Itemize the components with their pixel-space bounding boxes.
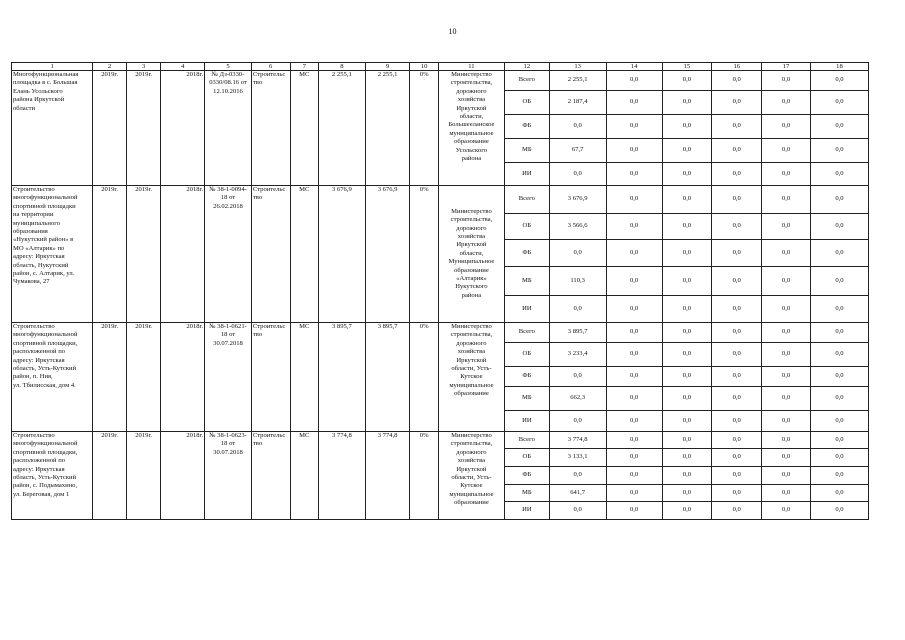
amount-cell: 0,0	[549, 467, 606, 485]
amount-cell: 0,0	[762, 214, 811, 240]
remaining-cost: 3 895,7	[365, 323, 410, 432]
amount-cell: 0,0	[606, 485, 662, 502]
amount-cell: 0,0	[810, 502, 868, 520]
doc-number: № Дз-0330- 0330/08.16 от 12.10.2016	[205, 71, 252, 186]
amount-cell: 0,0	[606, 502, 662, 520]
amount-cell: 0,0	[549, 502, 606, 520]
responsible-organization: Министерство строительства, дорожного хозяйства Иркутской области, Усть- Кутское муниципальное образование	[438, 323, 504, 432]
column-number-3: 3	[126, 63, 161, 71]
amount-cell: 0,0	[712, 267, 762, 296]
amount-cell: 3 133,1	[549, 449, 606, 467]
amount-cell: 3 774,8	[549, 432, 606, 449]
amount-cell: 0,0	[712, 163, 762, 186]
budget-source: ИИ	[504, 502, 549, 520]
amount-cell: 3 895,7	[549, 323, 606, 343]
amount-cell: 0,0	[606, 115, 662, 139]
column-number-4: 4	[161, 63, 205, 71]
amount-cell: 0,0	[712, 449, 762, 467]
amount-cell: 0,0	[810, 387, 868, 411]
amount-cell: 0,0	[662, 91, 712, 115]
budget-source: МБ	[504, 387, 549, 411]
budget-source: ОБ	[504, 343, 549, 367]
end-year: 2019г.	[126, 323, 161, 432]
amount-cell: 0,0	[712, 502, 762, 520]
amount-cell: 67,7	[549, 139, 606, 163]
amount-cell: 0,0	[712, 387, 762, 411]
amount-cell: 0,0	[712, 432, 762, 449]
amount-cell: 0,0	[810, 449, 868, 467]
total-cost: 3 895,7	[318, 323, 365, 432]
amount-cell: 0,0	[712, 115, 762, 139]
amount-cell: 0,0	[762, 449, 811, 467]
amount-cell: 0,0	[762, 467, 811, 485]
end-year: 2019г.	[126, 432, 161, 520]
amount-cell: 0,0	[662, 432, 712, 449]
column-number-6: 6	[251, 63, 290, 71]
end-year: 2019г.	[126, 186, 161, 323]
budget-source: ИИ	[504, 163, 549, 186]
amount-cell: 0,0	[662, 267, 712, 296]
doc-year: 2018г.	[161, 323, 205, 432]
column-number-10: 10	[410, 63, 438, 71]
start-year: 2019г.	[93, 323, 127, 432]
start-year: 2019г.	[93, 71, 127, 186]
column-number-15: 15	[662, 63, 712, 71]
amount-cell: 0,0	[606, 343, 662, 367]
amount-cell: 0,0	[549, 296, 606, 323]
amount-cell: 0,0	[712, 91, 762, 115]
column-number-1: 1	[12, 63, 93, 71]
column-number-17: 17	[762, 63, 811, 71]
readiness-percent: 0%	[410, 71, 438, 186]
amount-cell: 0,0	[662, 240, 712, 267]
owner-type: МС	[290, 71, 318, 186]
amount-cell: 0,0	[606, 91, 662, 115]
budget-source: МБ	[504, 267, 549, 296]
amount-cell: 0,0	[662, 186, 712, 214]
amount-cell: 0,0	[762, 502, 811, 520]
amount-cell: 0,0	[712, 467, 762, 485]
amount-cell: 0,0	[712, 240, 762, 267]
amount-cell: 0,0	[762, 387, 811, 411]
amount-cell: 0,0	[549, 240, 606, 267]
owner-type: МС	[290, 186, 318, 323]
amount-cell: 0,0	[549, 163, 606, 186]
column-number-7: 7	[290, 63, 318, 71]
amount-cell: 0,0	[810, 411, 868, 432]
doc-year: 2018г.	[161, 71, 205, 186]
amount-cell: 0,0	[606, 296, 662, 323]
work-type: Строительс тво	[251, 432, 290, 520]
doc-number: № 38-1-0621- 18 от 30.07.2018	[205, 323, 252, 432]
project-name: Строительство многофункциональной спортивной площадки, расположенной по адресу: Иркутская область, Усть-Кутский район, с. Подымахино, ул. Береговая, дом 1	[12, 432, 93, 520]
budget-source: Всего	[504, 432, 549, 449]
budget-source: ИИ	[504, 411, 549, 432]
amount-cell: 0,0	[762, 267, 811, 296]
amount-cell: 0,0	[662, 139, 712, 163]
amount-cell: 0,0	[606, 139, 662, 163]
amount-cell: 0,0	[712, 323, 762, 343]
owner-type: МС	[290, 432, 318, 520]
amount-cell: 0,0	[662, 296, 712, 323]
amount-cell: 0,0	[762, 240, 811, 267]
budget-source: МБ	[504, 139, 549, 163]
amount-cell: 0,0	[762, 139, 811, 163]
remaining-cost: 2 255,1	[365, 71, 410, 186]
amount-cell: 0,0	[762, 411, 811, 432]
amount-cell: 0,0	[810, 485, 868, 502]
budget-source: ФБ	[504, 115, 549, 139]
start-year: 2019г.	[93, 186, 127, 323]
amount-cell: 0,0	[810, 296, 868, 323]
amount-cell: 0,0	[810, 91, 868, 115]
amount-cell: 0,0	[762, 485, 811, 502]
amount-cell: 0,0	[662, 411, 712, 432]
amount-cell: 3 233,4	[549, 343, 606, 367]
table-row	[12, 71, 869, 91]
column-number-18: 18	[810, 63, 868, 71]
column-number-12: 12	[504, 63, 549, 71]
total-cost: 3 774,8	[318, 432, 365, 520]
amount-cell: 0,0	[762, 71, 811, 91]
readiness-percent: 0%	[410, 323, 438, 432]
amount-cell: 0,0	[662, 163, 712, 186]
responsible-organization: Министерство строительства, дорожного хозяйства Иркутской области, Большееланское муниципальное образование Усольского района	[438, 71, 504, 186]
column-number-5: 5	[205, 63, 252, 71]
column-number-14: 14	[606, 63, 662, 71]
amount-cell: 662,3	[549, 387, 606, 411]
amount-cell: 641,7	[549, 485, 606, 502]
page-number: 10	[448, 27, 457, 36]
amount-cell: 0,0	[662, 387, 712, 411]
amount-cell: 0,0	[606, 163, 662, 186]
amount-cell: 2 255,1	[549, 71, 606, 91]
amount-cell: 0,0	[762, 296, 811, 323]
amount-cell: 0,0	[810, 323, 868, 343]
amount-cell: 0,0	[662, 214, 712, 240]
budget-source: Всего	[504, 71, 549, 91]
amount-cell: 0,0	[712, 343, 762, 367]
amount-cell: 110,3	[549, 267, 606, 296]
amount-cell: 0,0	[762, 367, 811, 387]
amount-cell: 0,0	[762, 323, 811, 343]
budget-source: ФБ	[504, 467, 549, 485]
amount-cell: 0,0	[762, 91, 811, 115]
amount-cell: 3 566,6	[549, 214, 606, 240]
budget-source: Всего	[504, 323, 549, 343]
end-year: 2019г.	[126, 71, 161, 186]
amount-cell: 0,0	[662, 343, 712, 367]
column-number-row	[12, 63, 869, 71]
doc-year: 2018г.	[161, 432, 205, 520]
amount-cell: 0,0	[549, 115, 606, 139]
table-row	[12, 323, 869, 343]
amount-cell: 0,0	[662, 485, 712, 502]
amount-cell: 0,0	[712, 411, 762, 432]
amount-cell: 0,0	[762, 115, 811, 139]
doc-number: № 38-1-0094- 18 от 26.02.2018	[205, 186, 252, 323]
amount-cell: 0,0	[606, 323, 662, 343]
work-type: Строительс тво	[251, 186, 290, 323]
amount-cell: 0,0	[549, 367, 606, 387]
budget-source: ФБ	[504, 367, 549, 387]
total-cost: 2 255,1	[318, 71, 365, 186]
amount-cell: 0,0	[606, 367, 662, 387]
amount-cell: 0,0	[810, 186, 868, 214]
investment-table	[11, 62, 869, 520]
amount-cell: 0,0	[606, 267, 662, 296]
budget-source: ИИ	[504, 296, 549, 323]
amount-cell: 0,0	[810, 343, 868, 367]
responsible-organization: Министерство строительства, дорожного хозяйства Иркутской области, Усть- Кутское муниципальное образование	[438, 432, 504, 520]
amount-cell: 0,0	[712, 71, 762, 91]
amount-cell: 0,0	[606, 387, 662, 411]
amount-cell: 0,0	[712, 367, 762, 387]
amount-cell: 0,0	[810, 163, 868, 186]
amount-cell: 0,0	[810, 367, 868, 387]
remaining-cost: 3 774,8	[365, 432, 410, 520]
amount-cell: 0,0	[810, 115, 868, 139]
amount-cell: 3 676,9	[549, 186, 606, 214]
amount-cell: 0,0	[810, 139, 868, 163]
amount-cell: 0,0	[810, 240, 868, 267]
doc-year: 2018г.	[161, 186, 205, 323]
amount-cell: 0,0	[762, 163, 811, 186]
doc-number: № 38-1-0623- 18 от 30.07.2018	[205, 432, 252, 520]
remaining-cost: 3 676,9	[365, 186, 410, 323]
amount-cell: 0,0	[810, 214, 868, 240]
project-name: Строительство многофункциональной спортивной площадки на территории муниципального образования «Нукутский район» в МО «Алтарик» по адресу: Иркутская область, Нукутский район, с. Алтарик, ул. Чумакова, 27	[12, 186, 93, 323]
budget-source: Всего	[504, 186, 549, 214]
amount-cell: 0,0	[762, 186, 811, 214]
amount-cell: 0,0	[810, 467, 868, 485]
amount-cell: 0,0	[712, 214, 762, 240]
amount-cell: 0,0	[762, 343, 811, 367]
amount-cell: 0,0	[810, 267, 868, 296]
amount-cell: 0,0	[662, 449, 712, 467]
amount-cell: 0,0	[662, 367, 712, 387]
amount-cell: 0,0	[549, 411, 606, 432]
amount-cell: 0,0	[606, 432, 662, 449]
amount-cell: 0,0	[606, 467, 662, 485]
work-type: Строительс тво	[251, 71, 290, 186]
column-number-16: 16	[712, 63, 762, 71]
amount-cell: 0,0	[662, 502, 712, 520]
column-number-13: 13	[549, 63, 606, 71]
amount-cell: 0,0	[712, 485, 762, 502]
amount-cell: 0,0	[662, 467, 712, 485]
table-row	[12, 432, 869, 449]
project-name: Строительство многофункциональной спортивной площадки, расположенной по адресу: Иркутская область, Усть-Кутский район, п. Ния, ул. Тбилисская, дом 4.	[12, 323, 93, 432]
amount-cell: 0,0	[662, 323, 712, 343]
amount-cell: 0,0	[810, 432, 868, 449]
column-number-2: 2	[93, 63, 127, 71]
work-type: Строительс тво	[251, 323, 290, 432]
start-year: 2019г.	[93, 432, 127, 520]
amount-cell: 0,0	[712, 139, 762, 163]
readiness-percent: 0%	[410, 186, 438, 323]
column-number-8: 8	[318, 63, 365, 71]
amount-cell: 0,0	[606, 449, 662, 467]
project-name: Многофункциональная площадка в с. Большая Елань Усольского района Иркутской области	[12, 71, 93, 186]
budget-source: ФБ	[504, 240, 549, 267]
total-cost: 3 676,9	[318, 186, 365, 323]
amount-cell: 0,0	[606, 240, 662, 267]
amount-cell: 0,0	[662, 71, 712, 91]
amount-cell: 0,0	[712, 186, 762, 214]
amount-cell: 0,0	[606, 411, 662, 432]
amount-cell: 0,0	[606, 71, 662, 91]
responsible-organization: Министерство строительства, дорожного хозяйства Иркутской области, Муниципальное образование «Алтарик» Нукутского района	[438, 186, 504, 323]
amount-cell: 0,0	[810, 71, 868, 91]
amount-cell: 0,0	[662, 115, 712, 139]
table-row	[12, 186, 869, 214]
amount-cell: 0,0	[712, 296, 762, 323]
budget-source: МБ	[504, 485, 549, 502]
column-number-9: 9	[365, 63, 410, 71]
budget-source: ОБ	[504, 214, 549, 240]
owner-type: МС	[290, 323, 318, 432]
amount-cell: 0,0	[606, 186, 662, 214]
amount-cell: 0,0	[606, 214, 662, 240]
column-number-11: 11	[438, 63, 504, 71]
budget-source: ОБ	[504, 91, 549, 115]
readiness-percent: 0%	[410, 432, 438, 520]
amount-cell: 2 187,4	[549, 91, 606, 115]
budget-source: ОБ	[504, 449, 549, 467]
amount-cell: 0,0	[762, 432, 811, 449]
